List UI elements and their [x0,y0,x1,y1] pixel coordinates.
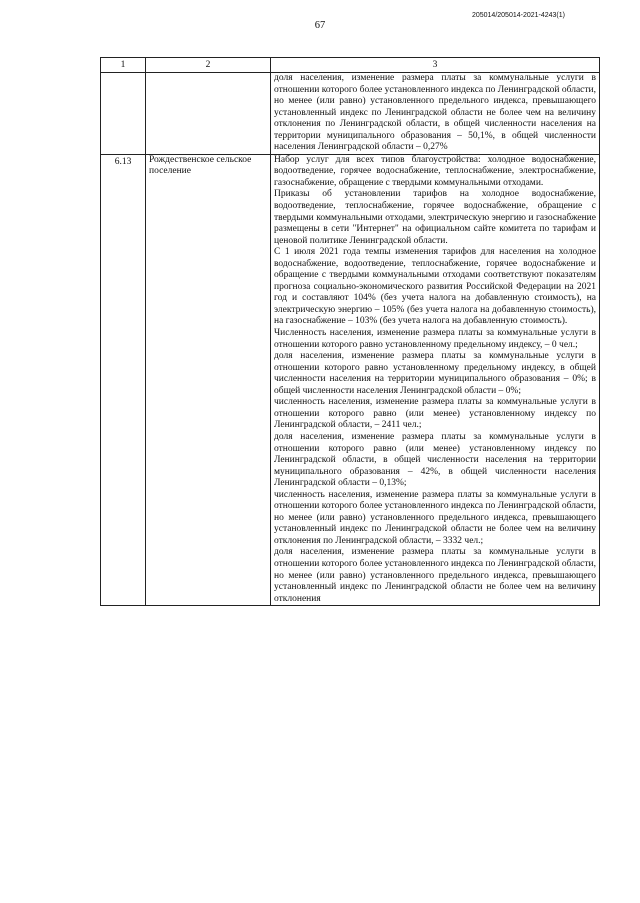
row-number: 6.13 [101,154,146,605]
table-row-continuation [101,73,600,155]
continuation-text-cell [271,73,600,155]
paragraph-share-equal-limit: доля населения, изменение размера платы за коммунальные услуги в отношении которого равно установленному предельному индексу, в общей численности населения на территории муниципального образования – 0%; в общей численности населения Ленинградской области – 0%; [274,351,596,396]
settlement-name: Рождественское сельское поселение [146,154,271,605]
paragraph-tariff-rates: С 1 июля 2021 года темпы изменения тарифов для населения на холодное водоснабжение, водоотведение, теплоснабжение, горячее водоснабжение и обращение с твердыми коммунальными отходами соответствуют показателям прогноза социально-экономического развития Российской Федерации на 2021 год и составляют 104% (без учета налога на добавленную стоимость), на электрическую энергию – 105% (без учета налога на добавленную стоимость), на газоснабжение – 103% (без учета налога на добавленную стоимость). [274,247,596,327]
paragraph-orders: Приказы об установлении тарифов на холодное водоснабжение, водоотведение, теплоснабжение, горячее водоснабжение, обращение с твердыми коммунальными отходами, электрическую энергию и газоснабжение размещены в сети "Интернет" на официальном сайте комитета по тарифам и ценовой политике Ленинградской области. [274,189,596,246]
column-header-1: 1 [101,58,146,73]
column-header-2: 2 [146,58,271,73]
row-text-cell [271,154,600,605]
paragraph-count-below-index: численность населения, изменение размера платы за коммунальные услуги в отношении которого равно (или менее) установленному индексу по Ленинградской области, – 2411 чел.; [274,397,596,431]
table-header-row [101,58,600,73]
continuation-paragraph: доля населения, изменение размера платы за коммунальные услуги в отношении которого более установленного индекса по Ленинградской области, но менее (или равно) установленного предельного индекса, превышающего установленный индекс по Ленинградской области не более чем на величину отклонения по Ленинградской области, в общей численности населения на территории муниципального образования – 50,1%, в общей численности населения Ленинградской области – 0,27% [274,73,596,153]
document-id: 205014/205014-2021-4243(1) [471,12,565,19]
continuation-name-cell [146,73,271,155]
paragraph-share-below-index: доля населения, изменение размера платы за коммунальные услуги в отношении которого равно (или менее) установленному индексу по Ленинградской области, в общей численности населения на территории муниципального образования – 42%, в общей численности населения Ленинградской области – 0,13%; [274,431,596,489]
paragraph-count-equal-limit: Численность населения, изменение размера платы за коммунальные услуги в отношении которого равно установленному предельному индексу, – 0 чел.; [274,328,596,350]
paragraph-share-above-index: доля населения, изменение размера платы за коммунальные услуги в отношении которого более установленного индекса по Ленинградской области, но менее (или равно) установленного предельного индекса, превышающего установленный индекс по Ленинградской области не более чем на величину отклонения [274,547,596,604]
continuation-num-cell [101,73,146,155]
paragraph-services: Набор услуг для всех типов благоустройства: холодное водоснабжение, водоотведение, горячее водоснабжение, теплоснабжение, электроснабжение, газоснабжение, обращение с твердыми коммунальными отходами. [274,154,596,188]
table-row [101,154,600,605]
paragraph-count-above-index: численность населения, изменение размера платы за коммунальные услуги в отношении которого более установленного индекса по Ленинградской области, но менее (или равно) установленного предельного индекса, превышающего установленный индекс по Ленинградской области не более чем на величину отклонения по Ленинградской области, – 3332 чел.; [274,489,596,546]
column-header-3: 3 [271,58,600,73]
data-table [100,57,600,606]
page-number: 67 [314,20,326,31]
